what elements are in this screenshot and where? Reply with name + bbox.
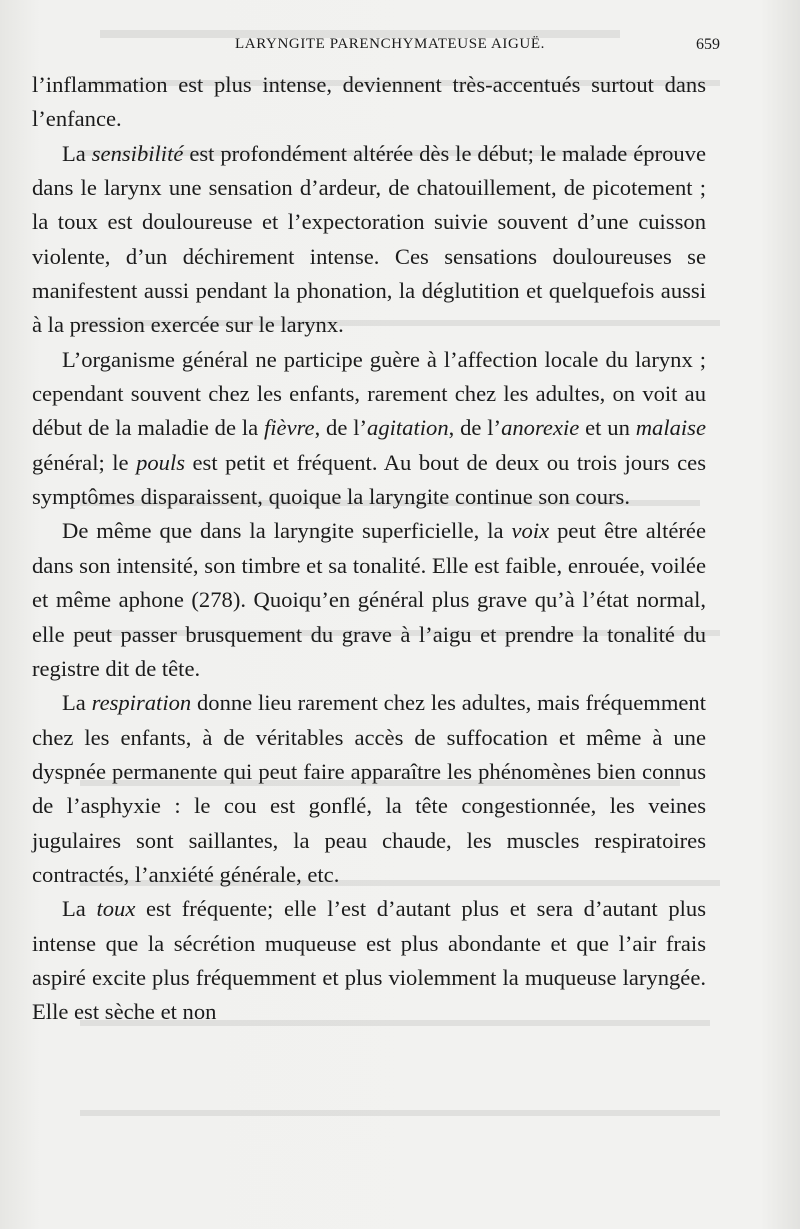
text-run: est fréquente; elle l’est d’autant plus et sera d’autant plus intense que la sécrétion muqueuse est plus abondante et que l’air frais aspiré excite plus fréquemment et plus violemment la muqueuse laryngée. Elle est sèche et non [32, 896, 706, 1025]
text-run: peut être altérée dans son intensité, son timbre et sa tonalité. Elle est faible, enrouée, voilée et même aphone (278). Quoiqu’en général plus grave qu’à l’état normal, elle peut passer brusquement du grave à l’aigu et prendre la tonalité du registre dit de tête. [32, 518, 706, 681]
running-head: LARYNGITE PARENCHYMATEUSE AIGUË. [235, 36, 545, 52]
text-run: , de l’ [448, 415, 502, 441]
page-header [40, 36, 740, 58]
text-run: L’organisme général ne participe guère à l’affection locale du larynx ; cependant souvent chez les enfants, rarement chez les adultes, on voit au début de la maladie de la [32, 346, 706, 441]
text-run: et un [579, 415, 636, 441]
text-run: La [62, 896, 97, 922]
text-run: La [62, 140, 92, 166]
paragraph [32, 514, 706, 686]
paragraph [32, 892, 706, 1029]
italic-term: agitation [367, 415, 449, 441]
italic-term: pouls [136, 449, 186, 475]
text-run: La [62, 690, 92, 716]
body-text [32, 68, 706, 1030]
paragraph [32, 68, 706, 137]
text-run: est petit et fréquent. Au bout de deux ou trois jours ces symptômes disparaissent, quoique la laryngite continue son cours. [32, 449, 707, 510]
italic-term: sensibilité [91, 140, 184, 166]
italic-term: anorexie [501, 415, 580, 441]
italic-term: fièvre [263, 415, 315, 441]
italic-term: toux [96, 896, 136, 922]
paragraph [32, 137, 706, 343]
italic-term: voix [511, 518, 550, 544]
paragraph [32, 686, 706, 892]
paragraph [32, 343, 706, 515]
page-number: 659 [696, 36, 720, 53]
text-run: , de l’ [314, 415, 368, 441]
text-run: l’inflammation est plus intense, deviennent très-accentués surtout dans l’enfance. [32, 72, 706, 132]
text-run: général; le [32, 449, 137, 475]
italic-term: malaise [635, 415, 706, 441]
text-run: De même que dans la laryngite superficielle, la [62, 518, 512, 544]
text-run: est profondément altérée dès le début; le malade éprouve dans le larynx une sensation d’ardeur, de chatouillement, de picotement ; la toux est douloureuse et l’expectoration suivie souvent d’une cuisson violente, d’un déchirement intense. Ces sensations douloureuses se manifestent aussi pendant la phonation, la déglutition et quelquefois aussi à la pression exercée sur le larynx. [32, 140, 706, 338]
text-run: donne lieu rarement chez les adultes, mais fréquemment chez les enfants, à de véritables accès de suffocation et même à une dyspnée permanente qui peut faire apparaître les phénomènes bien connus de l’asphyxie : le cou est gonflé, la tête congestionnée, les veines jugulaires sont saillantes, la peau chaude, les muscles respiratoires contractés, l’anxiété générale, etc. [32, 690, 706, 887]
italic-term: respiration [91, 690, 192, 716]
